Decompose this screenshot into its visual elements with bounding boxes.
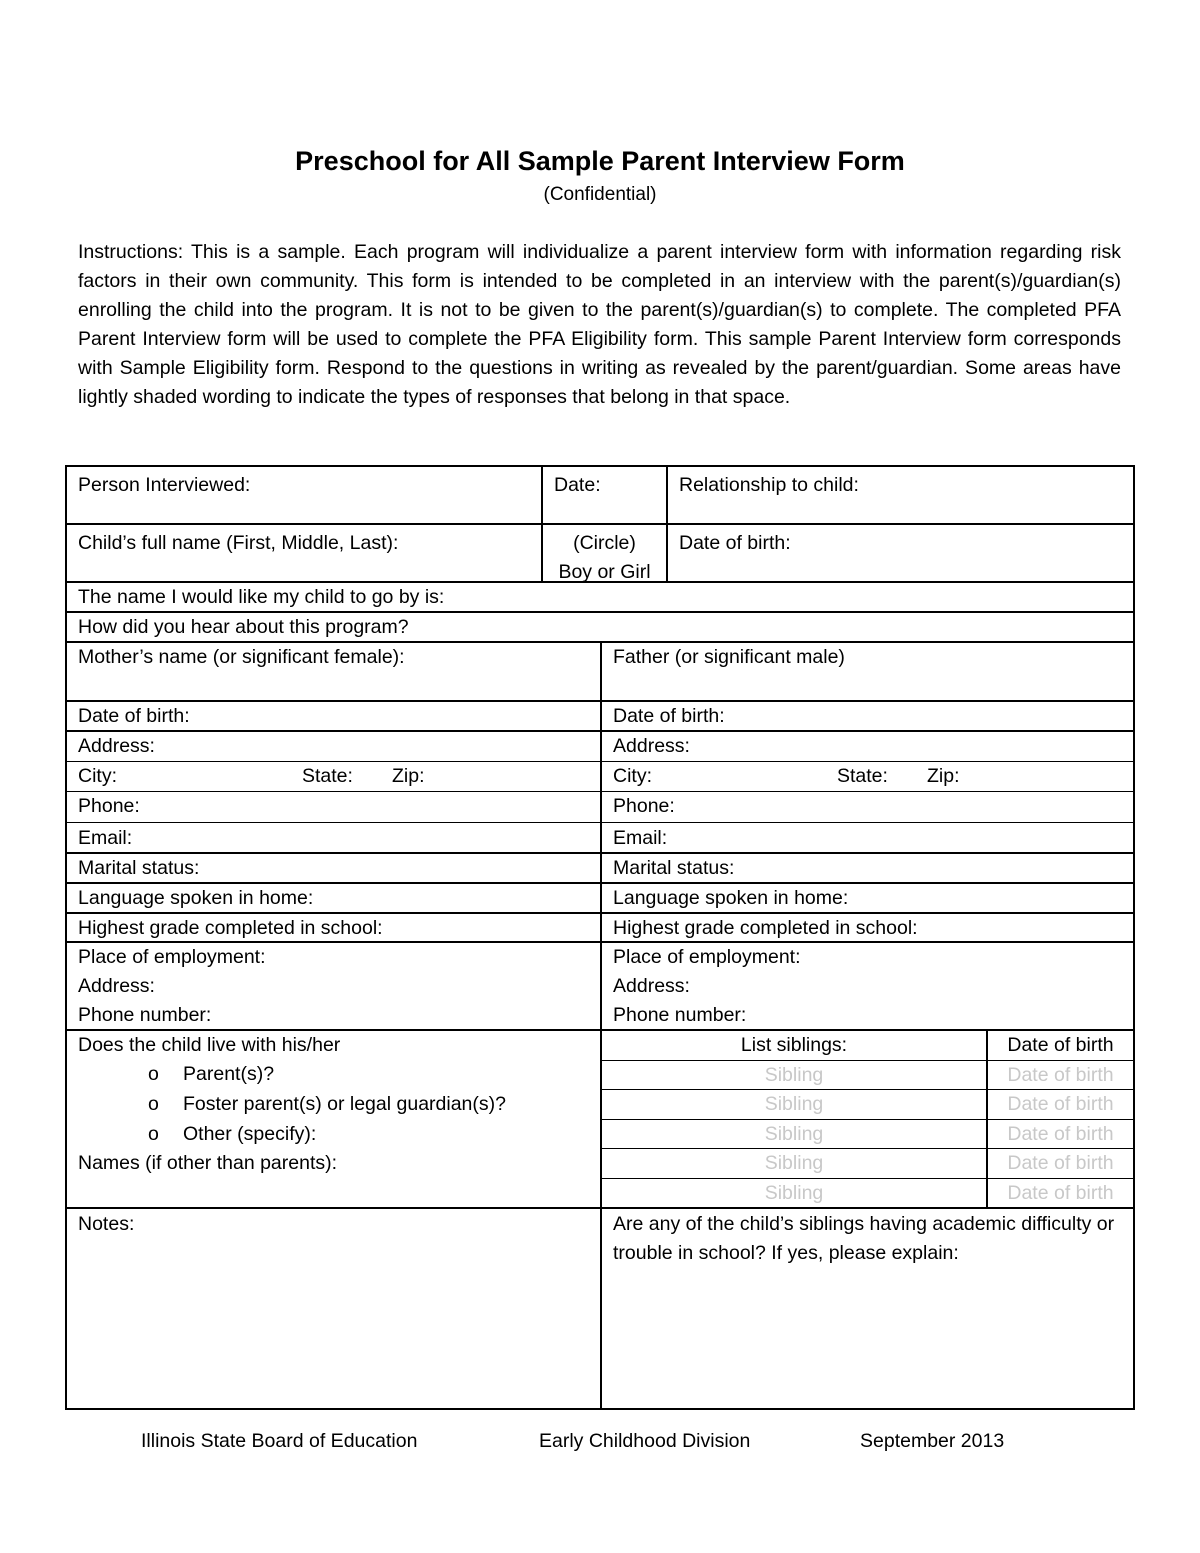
boy-or-girl-label: Boy or Girl (558, 561, 651, 581)
father-city-field[interactable] (600, 762, 1133, 791)
father-dob-label: Date of birth: (613, 705, 725, 727)
father-zip-label: Zip: (927, 765, 960, 787)
interview-form-table (65, 465, 1135, 1410)
father-name-field[interactable] (600, 643, 1133, 700)
confidential-label: (Confidential) (543, 184, 657, 205)
mother-zip-label: Zip: (392, 765, 425, 787)
mother-dob-label: Date of birth: (78, 705, 190, 727)
father-name-label: Father (or significant male) (613, 646, 845, 668)
footer-division: Early Childhood Division (539, 1430, 751, 1452)
father-phone-label: Phone: (613, 795, 675, 817)
mother-email-label: Email: (78, 827, 133, 849)
row-parent-city (67, 762, 1133, 792)
mother-language-field[interactable] (67, 884, 600, 912)
relationship-field[interactable] (666, 467, 1133, 523)
person-interviewed-label: Person Interviewed: (78, 474, 251, 496)
siblings-table (600, 1031, 1133, 1207)
row-person-interviewed (67, 467, 1133, 525)
mother-marital-label: Marital status: (78, 857, 200, 879)
child-name-label: Child’s full name (First, Middle, Last): (78, 532, 399, 554)
footer-organization: Illinois State Board of Education (141, 1430, 418, 1452)
interview-date-label: Date: (554, 474, 601, 496)
mother-employment-label: Place of employment: (78, 946, 266, 968)
option-other-label: Other (specify): (183, 1123, 317, 1145)
gender-field[interactable] (541, 525, 666, 581)
option-foster[interactable] (78, 1090, 589, 1119)
sibling-dob-field[interactable]: Date of birth (986, 1149, 1133, 1178)
sibling-name-field[interactable]: Sibling (764, 1122, 824, 1145)
row-hear-about (67, 613, 1133, 643)
father-employment-label: Place of employment: (613, 946, 801, 968)
row-parent-address (67, 732, 1133, 762)
row-parent-names (67, 643, 1133, 702)
mother-dob-field[interactable] (67, 702, 600, 730)
sibling-row (602, 1179, 1133, 1207)
relationship-label: Relationship to child: (679, 474, 859, 496)
father-employment-field[interactable] (600, 943, 1133, 1029)
father-dob-field[interactable] (600, 702, 1133, 730)
bullet-icon: o (148, 1063, 159, 1085)
row-living-siblings (67, 1031, 1133, 1209)
father-grade-label: Highest grade completed in school: (613, 917, 918, 939)
row-parent-language (67, 884, 1133, 914)
option-parents-label: Parent(s)? (183, 1063, 275, 1085)
father-address-field[interactable] (600, 732, 1133, 761)
circle-label: (Circle) (573, 532, 636, 554)
mother-emp-phone-label: Phone number: (78, 1004, 212, 1026)
father-marital-field[interactable] (600, 854, 1133, 882)
mother-name-field[interactable] (67, 643, 600, 700)
sibling-row (602, 1090, 1133, 1120)
father-email-label: Email: (613, 827, 668, 849)
form-title: Preschool for All Sample Parent Interview Form (295, 146, 905, 176)
father-language-label: Language spoken in home: (613, 887, 849, 909)
siblings-dob-header: Date of birth (986, 1031, 1133, 1060)
notes-field[interactable] (67, 1209, 600, 1408)
option-other[interactable] (78, 1120, 589, 1149)
mother-address-label: Address: (78, 735, 155, 757)
row-parent-dob (67, 702, 1133, 732)
go-by-name-field[interactable] (67, 583, 1133, 611)
mother-state-label: State: (302, 765, 353, 787)
option-foster-label: Foster parent(s) or legal guardian(s)? (183, 1093, 506, 1115)
sibling-name-field[interactable]: Sibling (764, 1182, 824, 1204)
footer-date: September 2013 (860, 1430, 1005, 1452)
row-parent-marital (67, 854, 1133, 884)
father-grade-field[interactable] (600, 914, 1133, 941)
sibling-dob-field[interactable]: Date of birth (986, 1061, 1133, 1090)
sibling-row (602, 1149, 1133, 1179)
bullet-icon: o (148, 1123, 159, 1145)
notes-label: Notes: (78, 1213, 135, 1235)
interview-date-field[interactable] (541, 467, 666, 523)
father-phone-field[interactable] (600, 792, 1133, 822)
father-state-label: State: (837, 765, 888, 787)
mother-marital-field[interactable] (67, 854, 600, 882)
sibling-name-field[interactable]: Sibling (764, 1152, 824, 1175)
mother-phone-field[interactable] (67, 792, 600, 822)
sibling-name-field[interactable]: Sibling (764, 1063, 824, 1086)
father-city-label: City: (613, 765, 652, 787)
row-parent-grade (67, 914, 1133, 943)
father-address-label: Address: (613, 735, 690, 757)
child-dob-field[interactable] (666, 525, 1133, 581)
father-emp-address-label: Address: (613, 975, 690, 997)
mother-name-label: Mother’s name (or significant female): (78, 646, 405, 668)
bullet-icon: o (148, 1093, 159, 1115)
hear-about-field[interactable] (67, 613, 1133, 641)
mother-language-label: Language spoken in home: (78, 887, 314, 909)
mother-address-field[interactable] (67, 732, 600, 761)
sibling-difficulty-label: Are any of the child’s siblings having academic difficulty or trouble in school? If yes, please explain: (613, 1213, 1115, 1264)
mother-employment-field[interactable] (67, 943, 600, 1029)
mother-city-field[interactable] (67, 762, 600, 791)
father-email-field[interactable] (600, 823, 1133, 852)
row-child-name (67, 525, 1133, 583)
mother-grade-label: Highest grade completed in school: (78, 917, 383, 939)
sibling-difficulty-field[interactable] (600, 1209, 1133, 1408)
row-go-by-name (67, 583, 1133, 613)
sibling-dob-field[interactable]: Date of birth (986, 1179, 1133, 1207)
hear-about-label: How did you hear about this program? (78, 616, 409, 638)
father-language-field[interactable] (600, 884, 1133, 912)
sibling-dob-field[interactable]: Date of birth (986, 1090, 1133, 1119)
go-by-name-label: The name I would like my child to go by is: (78, 586, 445, 608)
siblings-header: List siblings: (740, 1034, 848, 1056)
names-other-label: Names (if other than parents): (78, 1152, 338, 1174)
person-interviewed-field[interactable] (67, 467, 541, 523)
siblings-header-row (602, 1031, 1133, 1061)
option-parents[interactable] (78, 1060, 589, 1089)
row-parent-phone (67, 792, 1133, 823)
mother-grade-field[interactable] (67, 914, 600, 941)
father-emp-phone-label: Phone number: (613, 1004, 747, 1026)
child-name-field[interactable] (67, 525, 541, 581)
lives-with-question: Does the child live with his/her (78, 1034, 341, 1056)
row-notes (67, 1209, 1133, 1408)
mother-emp-address-label: Address: (78, 975, 155, 997)
child-dob-label: Date of birth: (679, 532, 791, 554)
mother-city-label: City: (78, 765, 117, 787)
sibling-name-field[interactable]: Sibling (764, 1093, 824, 1116)
mother-phone-label: Phone: (78, 795, 140, 817)
sibling-row (602, 1120, 1133, 1150)
sibling-row (602, 1061, 1133, 1091)
father-marital-label: Marital status: (613, 857, 735, 879)
mother-email-field[interactable] (67, 823, 600, 852)
sibling-dob-field[interactable]: Date of birth (986, 1120, 1133, 1149)
instructions-paragraph: Instructions: This is a sample. Each program will individualize a parent interview form with information regarding risk factors in their own community. This form is intended to be completed in an interview with the parent(s)/guardian(s) enrolling the child into the program. It is not to be given to the parent(s)/guardian(s) to complete. The completed PFA Parent Interview form will be used to complete the PFA Eligibility form. This sample Parent Interview form corresponds with Sample Eligibility form. Respond to the questions in writing as revealed by the parent/guardian. Some areas have lightly shaded wording to indicate the types of responses that belong in that space. (78, 241, 1121, 408)
row-parent-email (67, 823, 1133, 854)
row-parent-employment (67, 943, 1133, 1031)
lives-with-section (67, 1031, 600, 1207)
